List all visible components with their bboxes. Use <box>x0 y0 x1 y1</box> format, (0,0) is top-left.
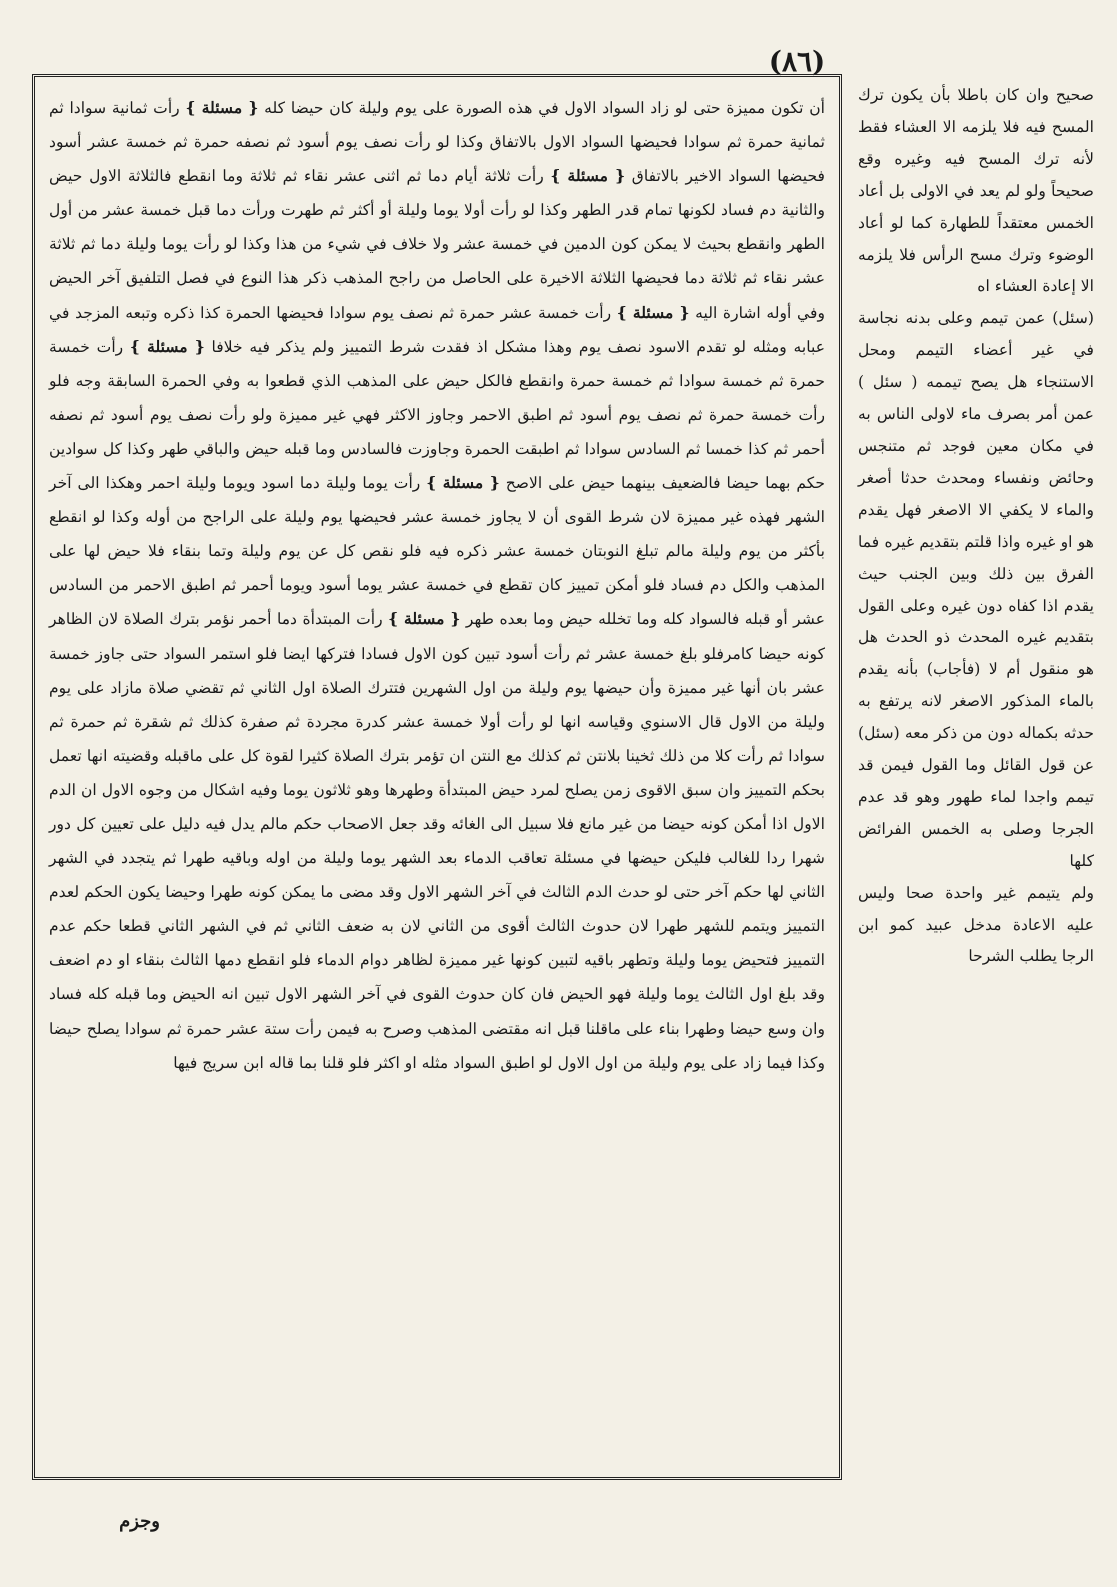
margin-notes <box>858 80 1094 1500</box>
issue-heading: { مسئلة } <box>185 98 259 117</box>
issue-heading: { مسئلة } <box>616 302 690 322</box>
issue-heading: { مسئلة } <box>550 166 626 186</box>
margin-note: ولم يتيمم غير واحدة صحا وليس عليه الاعادة مدخل عبيد كمو ابن الرجا يطلب الشرحا <box>858 883 1094 966</box>
page-number: (٨٦) <box>768 45 826 78</box>
text-segment: رأت المبتدأة دما أحمر نؤمر بترك الصلاة لان الظاهر كونه حيضا كامرفلو بلغ خمسة عشر ثم رأت أسود تبين كون الاول فسادا فتركها ايضا فلو استمر السواد حتى جاوز خمسة عشر بان أنها غير مميزة وأن حيضها يوم وليلة من اول الشهرين فتترك الصلاة اول الثاني ثم تقضي صلاة مازاد على يوم وليلة من الاول قال الاسنوي وقياسه انها لو رأت أولا خمسة عشر كدرة مجردة ثم صفرة كذلك ثم شقرة ثم حمرة ثم سوادا ثم رأت كلا من ذلك ثخينا بلانتن ثم كذلك مع النتن ان تؤمر بترك الصلاة كثيرا لقوة كل على ماقبله وقضيته انها تعمل بحكم التمييز وان سبق الاقوى زمن يصلح لمرد حيض المبتدأة وطهرها وهو ثلاثون يوما وفيه اشكال من وجوه الاول ان الدم الاول اذا أمكن كونه حيضا من غير مانع فلا سبيل الى الغائه وقد جعل الاصحاب حكم مالم يدل فيه دليل على تعيين كل دور شهرا ردا للغالب فليكن حيضها في مسئلة تعاقب الدماء بعد الشهر يوما وليلة من اوله وباقيه طهرا ثم يتجدد في الشهر الثاني لها حكم آخر حتى لو حدث الدم الثالث في آخر الشهر الاول وقد مضى ما يمكن كونه طهرا وحيضا يكون الحكم لعدم التمييز ويتمم للشهر طهرا لان حدوث الثالث أقوى من الثاني لان به ضعف الثاني ثم في الشهر الثاني قطعا حكم عدم التمييز فتحيض يوما وليلة وتطهر باقيه لتبين كونها غير مميزة لظاهر دوام الدماء فلو انقطع دمها الثالث بنقاء او دم اضعف وقد بلغ اول الثالث يوما وليلة فهو الحيض فان كان حدوث القوى في آخر الشهر الاول تبين انه الحيض وما قبله كله فساد وان وسع حيضا وطهرا بناء على ماقلنا قبل انه مقتضى المذهب وصرح به فيمن رأت ستة عشر حمرة ثم سوادا يصلح حيضا وكذا فيما زاد على يوم وليلة من اول الاول لو اطبق السواد مثله او اكثر فلو قلنا بما قاله ابن سريج فيها <box>49 610 825 1072</box>
margin-note: (سئل) عمن تيمم وعلى بدنه نجاسة في غير أعضاء التيمم ومحل الاستنجاء هل يصح تيممه ( سئل ) عمن أمر بصرف ماء لاولى الناس به في مكان معين فوجد ثم متنجس وحائض ونفساء ومحدث حدثا أصغر والماء لا يكفي الا الاصغر فهل يقدم هو او غيره واذا قلتم بتقديم غيره فما الفرق بين ذلك وبين الجنب حيث يقدم اذا كفاه دون غيره وعلى القول بتقديم غيره المحدث ذو الحدث هل هو منقول أم لا (فأجاب) بأنه يقدم بالماء المذكور الاصغر لانه يرتفع به حدثه بكماله دون من ذكر معه (سئل) عن قول القائل وما القول فيمن قد تيمم واجدا لماء طهور وهو قد عدم الجرجا وصلى به الخمس الفرائض كلها <box>858 309 1094 870</box>
text-segment: أن تكون مميزة حتى لو زاد السواد الاول في هذه الصورة على يوم وليلة كان حيضا كله <box>258 99 825 117</box>
text-segment: رأت ثمانية سوادا ثم ثمانية حمرة ثم سوادا فحيضها السواد الاول بالاتفاق وكذا لو رأت نصف يوم أسود ثم نصفه حمرة ثم خمسة عشر أسود فحيضها السواد الاخير بالاتفاق <box>49 99 825 186</box>
issue-heading: { مسئلة } <box>129 336 205 356</box>
margin-note: صحيح وان كان باطلا بأن يكون ترك المسح فيه فلا يلزمه الا العشاء فقط لأنه ترك المسح فيه وغيره وقع صحيحاً ولو لم يعد في الاولى بل أعاد الخمس معتقداً للطهارة كما لو أعاد الوضوء وترك مسح الرأس فلا يلزمه الا إعادة العشاء اه <box>858 86 1094 296</box>
text-segment: رأت خمسة عشر حمرة ثم نصف يوم سوادا فحيضها الحمرة كذا ذكره وتبعه المزجد في عبابه ومثله لو تقدم الاسود نصف يوم وهذا مشكل اذ فقدت شرط التمييز ولم يذكر فيه خلافا <box>49 303 825 356</box>
main-text-body <box>49 91 825 1080</box>
catchword: وجزم <box>119 1511 160 1532</box>
issue-heading: { مسئلة } <box>388 609 461 629</box>
issue-heading: { مسئلة } <box>426 473 500 493</box>
text-segment: رأت يوما وليلة دما اسود ويوما وليلة احمر وهكذا الى آخر الشهر فهذه غير مميزة لان شرط القوى أن لا يجاوز خمسة عشر فحيضها يوم وليلة على الراجح من أوله وكذا لو انقطع بأكثر من يوم وليلة مالم تبلغ النوبتان خمسة عشر ذكره فيه فلو نقص كل عن يوم وليلة وتما بنقاء فلا حيض لها على المذهب والكل دم فساد فلو أمكن تمييز كان تقطع في خمسة عشر يوما أسود ويوما أحمر ثم اطبق الاحمر من السادس عشر أو قبله فالسواد كله وما تخلله حيض وما بعده طهر <box>49 474 825 629</box>
text-segment: رأت ثلاثة أيام دما ثم اثنى عشر نقاء ثم ثلاثة وما انقطع فالثلاثة الاول حيض والثانية دم فساد لكونها تمام قدر الطهر وكذا لو رأت أولا يوما وليلة أو أكثر ثم طهرت ورأت دما قبل خمسة عشر من أول الطهر وانقطع بحيث لا يمكن كون الدمين في خمسة عشر ولا خلاف في شيء من هذا وكذا لو رأت يوما وليلة دما ثم ثلاثة عشر نقاء ثم ثلاثة دما فحيضها الثلاثة الاخيرة على الحاصل من راجح المذهب ذكر هذا النوع في فصل التلفيق آخر الحيض وفي أوله اشارة اليه <box>49 167 825 322</box>
text-segment: رأت خمسة حمرة ثم خمسة سوادا ثم خمسة حمرة وانقطع فالكل حيض على المذهب الذي قطعوا به وفي الحمرة السابقة وجه فلو رأت خمسة حمرة ثم نصف يوم أسود ثم اطبق الاحمر وجاوز الاكثر فهي غير مميزة ولو رأت نصف يوم أسود ثم نصفه أحمر ثم كذا خمسا ثم السادس سوادا ثم اطبقت الحمرة وجاوزت فالسادس وما قبله حيض والباقي طهر وكذا كل سوادين حكم بهما حيضا فالضعيف بينهما حيض على الاصح <box>49 337 826 493</box>
main-text-frame <box>32 74 842 1480</box>
